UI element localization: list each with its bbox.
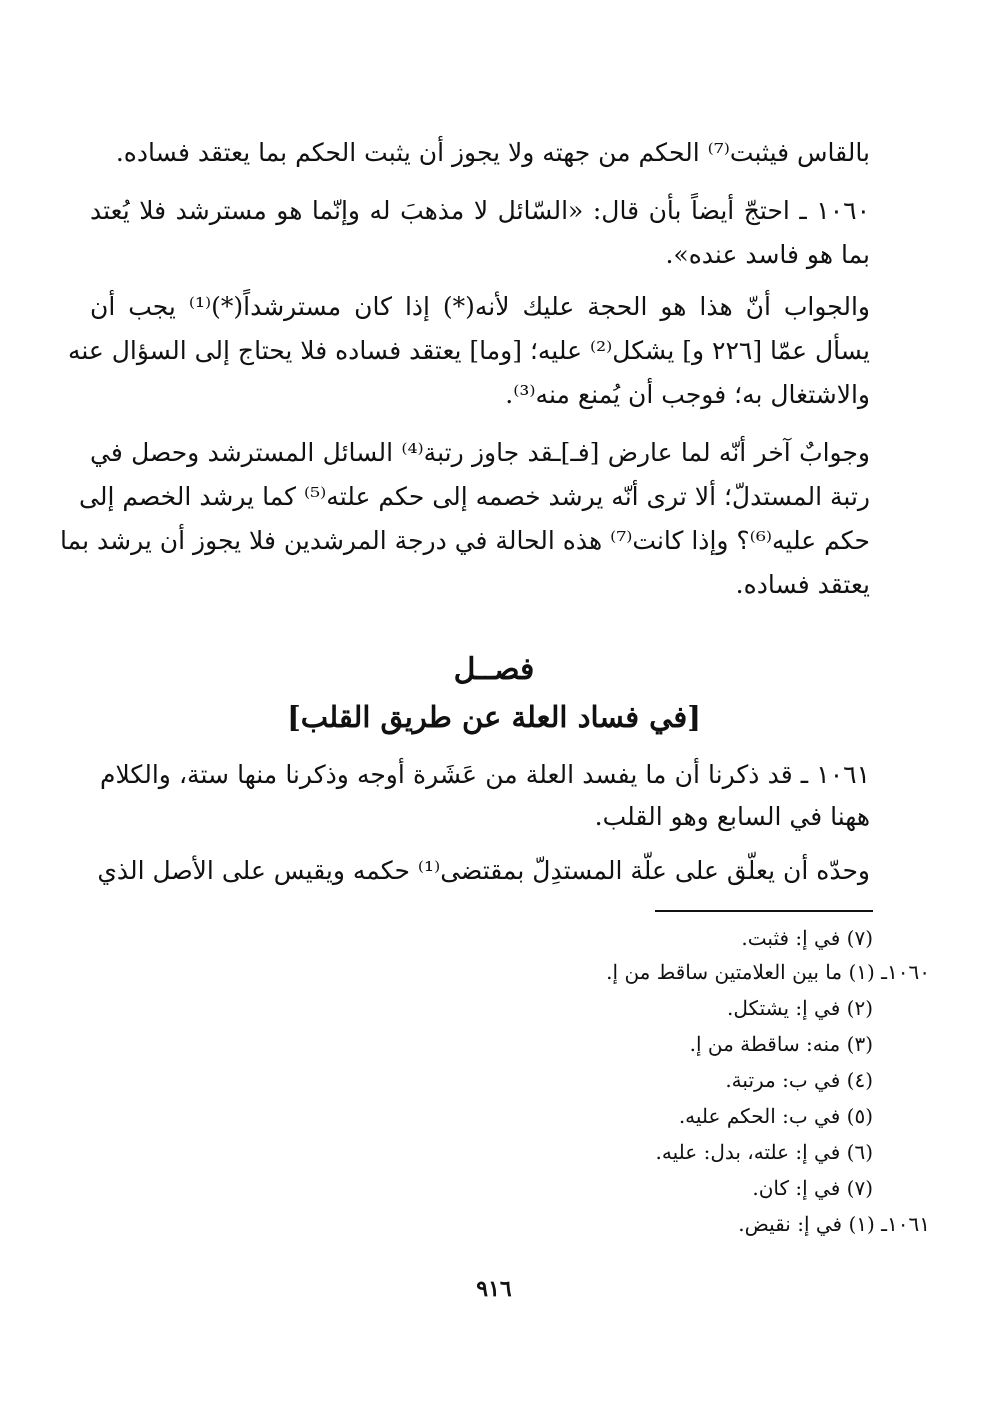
footnote: (٧) في إ: كان. <box>752 1176 873 1200</box>
footnote: (٥) في ب: الحكم عليه. <box>678 1104 873 1128</box>
footnote: ١٠٦١ـ (١) في إ: نقيض. <box>738 1212 930 1236</box>
text-line: والجواب أنّ هذا هو الحجة عليك لأنه(*) إذا كان مسترشداً(*)⁽¹⁾ يجب أن <box>90 292 871 321</box>
paragraph-answer <box>67 292 871 422</box>
text-line: يعتقد فساده. <box>735 570 870 599</box>
text-line: والاشتغال به؛ فوجب أن يُمنع منه⁽³⁾. <box>505 380 870 409</box>
section-heading: فصــل <box>453 652 535 687</box>
page-number: ٩١٦ <box>476 1276 512 1302</box>
footnote: (٢) في إ: يشتكل. <box>727 996 873 1020</box>
text-line: ١٠٦٠ ـ احتجّ أيضاً بأن قال: «السّائل لا مذهبَ له وإنّما هو مسترشد فلا يُعتد <box>90 196 870 225</box>
footnote: ١٠٦٠ـ (١) ما بين العلامتين ساقط من إ. <box>606 960 930 984</box>
text-line: ١٠٦١ ـ قد ذكرنا أن ما يفسد العلة من عَشَرة أوجه وذكرنا منها ستة، والكلام <box>100 760 870 789</box>
footnote: (٣) منه: ساقطة من إ. <box>689 1032 873 1056</box>
text-line: يسأل عمّا [٢٢٦ و] يشكل⁽²⁾ عليه؛ [وما] يعتقد فساده فلا يحتاج إلى السؤال عنه <box>67 336 870 365</box>
text-line: وحدّه أن يعلّق على علّة المستدِلّ بمقتضى⁽¹⁾ حكمه ويقيس على الأصل الذي <box>97 856 870 885</box>
text-line: بما هو فاسد عنده». <box>665 240 870 269</box>
footnote: (٧) في إ: فثبت. <box>741 926 873 950</box>
text-line: وجوابٌ آخر أنّه لما عارض [فـ]ـقد جاوز رتبة⁽⁴⁾ السائل المسترشد وحصل في <box>90 438 870 467</box>
paragraph-1060 <box>90 196 870 276</box>
paragraph-another-answer <box>60 438 870 608</box>
footnote-divider <box>655 910 873 912</box>
text-line: رتبة المستدلّ؛ ألا ترى أنّه يرشد خصمه إلى حكم علته⁽⁵⁾ كما يرشد الخصم إلى <box>79 482 870 511</box>
paragraph-1061 <box>100 760 870 840</box>
text-line: بالقاس فيثبت⁽⁷⁾ الحكم من جهته ولا يجوز أن يثبت الحكم بما يعتقد فساده. <box>115 138 870 167</box>
footnote: (٦) في إ: علته، بدل: عليه. <box>655 1140 873 1164</box>
section-subheading: [في فساد العلة عن طريق القلب] <box>287 700 701 734</box>
paragraph-1 <box>115 138 870 178</box>
footnote: (٤) في ب: مرتبة. <box>725 1068 873 1092</box>
text-line: ههنا في السابع وهو القلب. <box>594 802 870 831</box>
text-line: حكم عليه⁽⁶⁾؟ وإذا كانت⁽⁷⁾ هذه الحالة في درجة المرشدين فلا يجوز أن يرشد بما <box>60 526 870 555</box>
paragraph-definition <box>97 856 870 896</box>
